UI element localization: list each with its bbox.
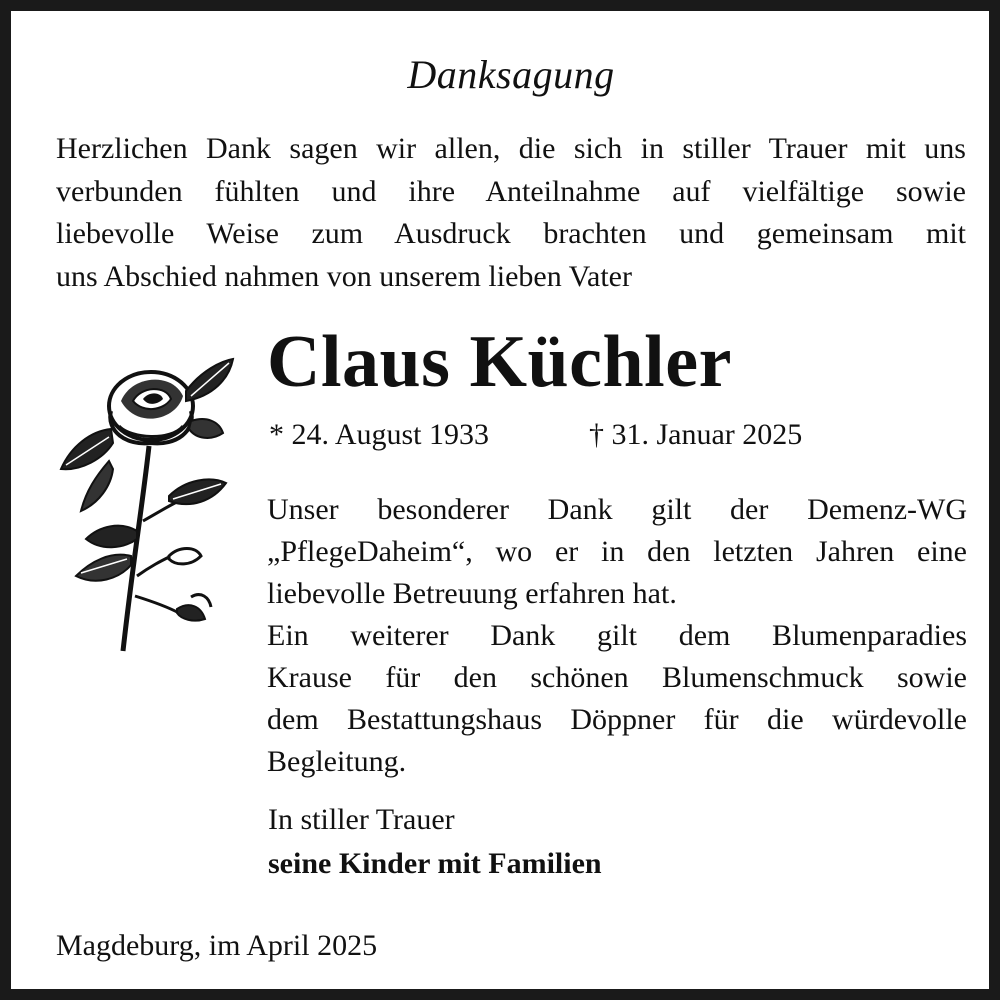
thanks-line: Begleitung. [267,745,407,778]
notice-heading: Danksagung [407,52,615,97]
thanks-line: liebevolle Betreuung erfahren hat. [267,577,677,610]
thanks-line: Ein weiterer Dank gilt dem Blumenparadies [267,619,967,652]
deceased-name: Claus Küchler [267,321,732,403]
thanks-line: dem Bestattungshaus Döppner für die würdevolle [267,703,967,736]
birth-date: * 24. August 1933 [269,418,490,451]
death-date: † 31. Januar 2025 [589,418,803,451]
place-date: Magdeburg, im April 2025 [56,929,378,962]
intro-line: verbunden fühlten und ihre Anteilnahme auf vielfältige sowie [56,174,966,208]
mourning-phrase: In stiller Trauer [268,803,455,836]
intro-line: Herzlichen Dank sagen wir allen, die sich in stiller Trauer mit uns [56,132,966,165]
thanks-paragraph [267,489,967,783]
signature: seine Kinder mit Familien [268,847,602,880]
intro-paragraph [56,128,966,298]
intro-line: liebevolle Weise zum Ausdruck brachten und gemeinsam mit [56,217,966,250]
thanks-line: Unser besonderer Dank gilt der Demenz-WG [267,493,967,526]
rose-icon [51,351,241,661]
intro-line: uns Abschied nahmen von unserem lieben Vater [56,259,632,293]
life-dates [269,415,803,455]
thanks-line: Krause für den schönen Blumenschmuck sowie [267,661,967,694]
thanks-line: „PflegeDaheim“, wo er in den letzten Jahren eine [267,535,967,568]
